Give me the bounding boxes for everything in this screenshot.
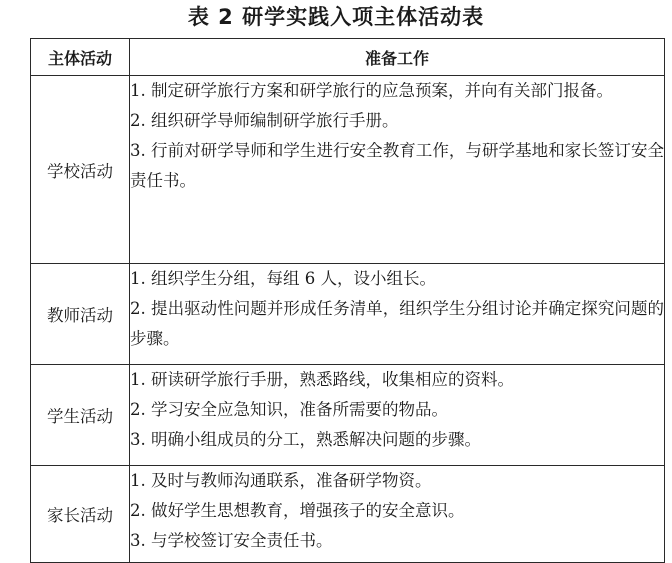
header-preparation: 准备工作: [130, 39, 665, 76]
work-item: 1. 制定研学旅行方案和研学旅行的应急预案，并向有关部门报备。: [130, 81, 613, 100]
work-item: 3. 与学校签订安全责任书。: [130, 531, 333, 550]
subject-cell: 学生活动: [31, 365, 130, 466]
activity-table: [30, 38, 665, 563]
work-item: 1. 及时与教师沟通联系，准备研学物资。: [130, 471, 432, 490]
subject-cell: 学校活动: [31, 76, 130, 264]
subject-cell: 家长活动: [31, 466, 130, 563]
work-cell: [130, 365, 665, 466]
subject-cell: 教师活动: [31, 264, 130, 365]
work-item: 1. 组织学生分组，每组 6 人，设小组长。: [130, 269, 436, 288]
work-cell: [130, 76, 665, 264]
table-title: 表 2 研学实践入项主体活动表: [187, 5, 485, 29]
work-item: 2. 组织研学导师编制研学旅行手册。: [130, 111, 399, 130]
work-cell: [130, 264, 665, 365]
table-row-teacher: [31, 264, 665, 365]
work-item: 3. 明确小组成员的分工，熟悉解决问题的步骤。: [130, 430, 481, 449]
work-item: 2. 提出驱动性问题并形成任务清单，组织学生分组讨论并确定探究问题的步骤。: [130, 299, 664, 348]
work-item: 3. 行前对研学导师和学生进行安全教育工作，与研学基地和家长签订安全责任书。: [130, 141, 664, 190]
table-header-row: [31, 39, 665, 76]
table-row-school: [31, 76, 665, 264]
work-item: 2. 学习安全应急知识，准备所需要的物品。: [130, 400, 448, 419]
table-row-parent: [31, 466, 665, 563]
work-cell: [130, 466, 665, 563]
work-item: 2. 做好学生思想教育，增强孩子的安全意识。: [130, 501, 465, 520]
work-item: 1. 研读研学旅行手册，熟悉路线，收集相应的资料。: [130, 370, 514, 389]
table-row-student: [31, 365, 665, 466]
header-subject: 主体活动: [31, 39, 130, 76]
